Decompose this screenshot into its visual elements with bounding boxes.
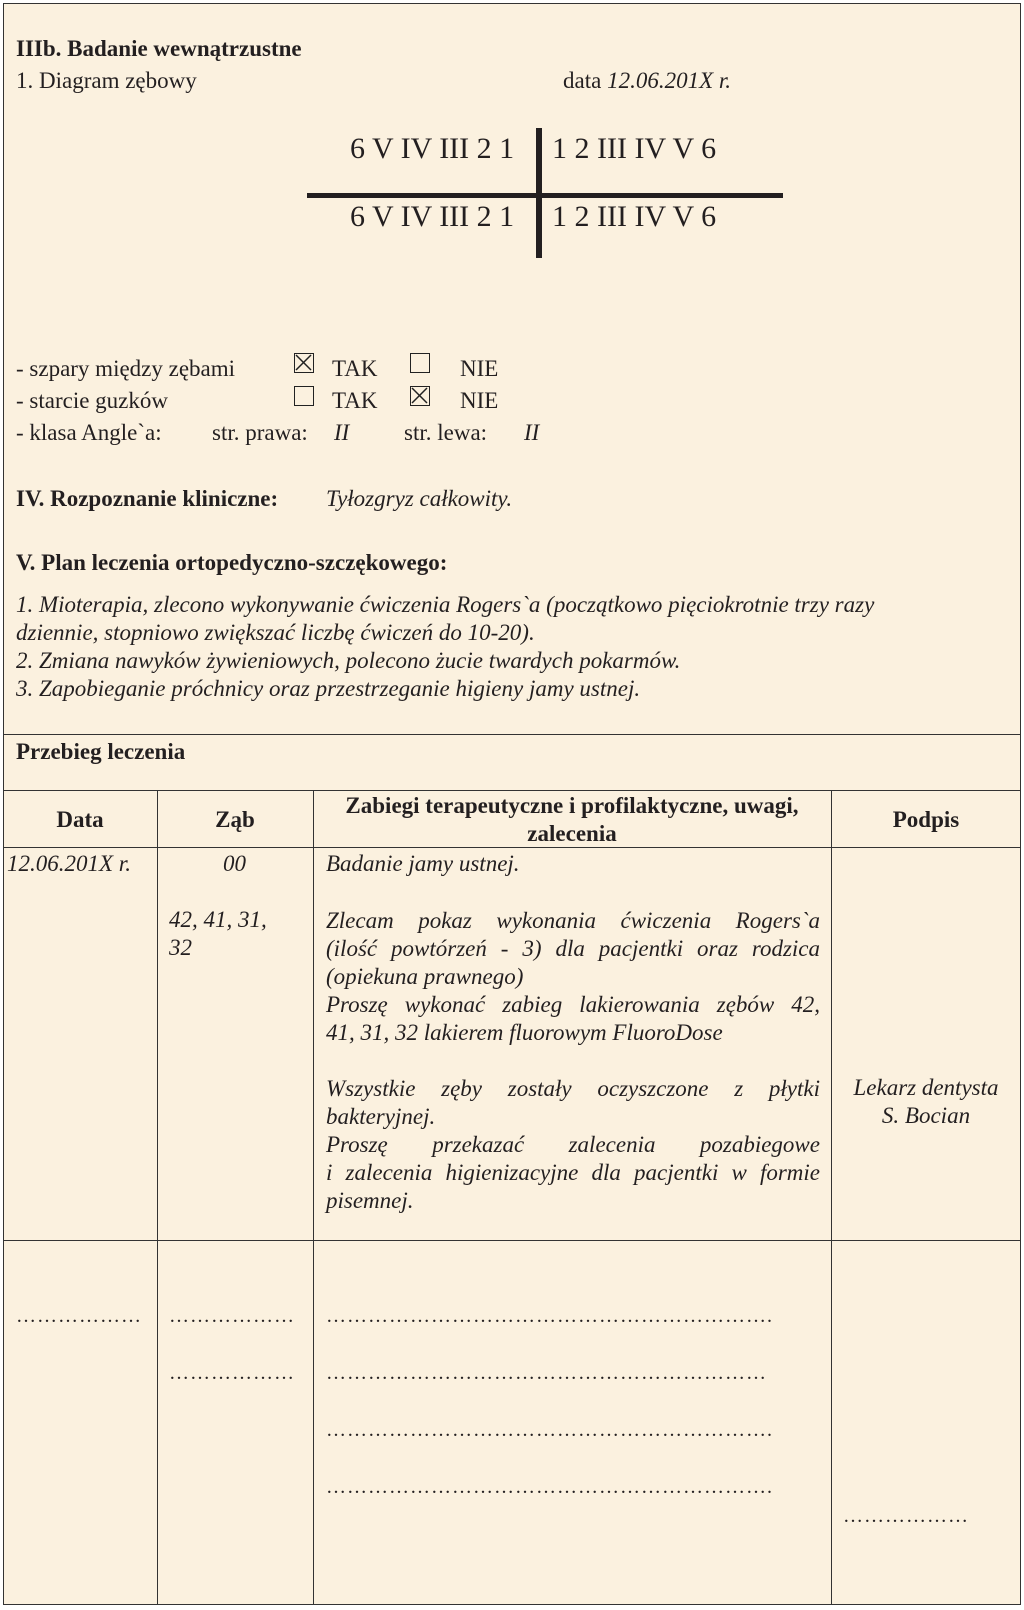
tooth-upper-left: 1 2 III IV V 6 [552,132,717,165]
procedure-3-line: bakteryjnej. [326,1104,436,1129]
plan-line-4: 3. Zapobieganie próchnicy oraz przestrzeganie higieny jamy ustnej. [16,676,641,701]
gaps-nie-label: NIE [460,356,499,381]
diagnosis-value: Tyłozgryz całkowity. [326,486,513,511]
row-tooth-2b: 32 [169,935,192,960]
angle-label: - klasa Angle`a: [16,420,162,445]
procedure-2-line: Proszę wykonać zabieg lakierowania zębów 42, [326,992,820,1017]
tooth-lower-right: 6 V IV III 2 1 [350,200,515,233]
procedure-2-line: (ilość powtórzeń - 3) dla pacjentki oraz rodzica [326,936,820,961]
col-header-procedures-2: zalecenia [527,821,617,846]
tooth-upper-right: 6 V IV III 2 1 [350,132,515,165]
course-title: Przebieg leczenia [16,739,186,764]
row-procedure-3 [326,1075,820,1215]
gaps-tak-checkbox[interactable] [294,353,314,373]
blank-date-field[interactable]: ……………… [16,1305,142,1327]
divider-course [3,734,1021,735]
section-title: IIIb. Badanie wewnątrzustne [16,36,302,61]
blank-procedure-field[interactable]: ………………………………………………………. [326,1305,773,1327]
plan-line-1: 1. Mioterapia, zlecono wykonywanie ćwiczenia Rogers`a (początkowo pięciokrotnie trzy razy [16,592,875,617]
wear-label: - starcie guzków [16,388,168,413]
wear-tak-checkbox[interactable] [294,386,314,406]
table-row-border [3,1240,1021,1241]
diagnosis-label: IV. Rozpoznanie kliniczne: [16,486,279,511]
procedure-3-line: Proszę przekazać zalecenia pozabiegowe [326,1132,820,1157]
right-side-label: str. prawa: [212,420,308,445]
procedure-2-line: Zlecam pokaz wykonania ćwiczenia Rogers`a [326,908,820,933]
col-header-date: Data [56,807,104,832]
diagram-label: 1. Diagram zębowy [16,68,197,93]
plan-line-3: 2. Zmiana nawyków żywieniowych, polecono żucie twardych pokarmów. [16,648,681,673]
tooth-lower-left: 1 2 III IV V 6 [552,200,717,233]
table-header-border [3,847,1021,848]
table-top-border [3,790,1021,791]
plan-line-2: dziennie, stopniowo zwiększać liczbę ćwiczeń do 10-20). [16,620,535,645]
diagram-horizontal-line [307,193,783,198]
table-col-divider-1 [157,790,158,1605]
gaps-nie-checkbox[interactable] [410,353,430,373]
wear-nie-checkbox[interactable] [410,386,430,406]
procedure-3-line: Wszystkie zęby zostały oczyszczone z płytki [326,1076,820,1101]
blank-tooth-field[interactable]: ……………… [169,1305,295,1327]
wear-nie-label: NIE [460,388,499,413]
procedure-2-line: (opiekuna prawnego) [326,964,524,989]
wear-tak-label: TAK [332,388,378,413]
col-header-signature: Podpis [892,807,960,832]
blank-procedure-field[interactable]: ……………………………………………………… [326,1362,767,1384]
row-procedure-2 [326,907,820,1047]
date-label: data 12.06.201X r. [563,68,732,93]
blank-tooth-field[interactable]: ……………… [169,1362,295,1384]
col-header-tooth: Ząb [215,807,255,832]
table-col-divider-3 [831,790,832,1605]
col-header-procedures-1: Zabiegi terapeutyczne i profilaktyczne, uwagi, [345,793,799,818]
gaps-label: - szpary między zębami [16,356,236,381]
gaps-tak-label: TAK [332,356,378,381]
diagram-vertical-line [536,128,542,258]
signature-name: S. Bocian [881,1103,971,1128]
row-tooth-2a: 42, 41, 31, [169,907,267,932]
blank-procedure-field[interactable]: ………………………………………………………. [326,1419,773,1441]
procedure-3-line: i zalecenia higienizacyjne dla pacjentki w formie [326,1160,820,1185]
row-date: 12.06.201X r. [7,851,131,876]
date-value: 12.06.201X r. [607,68,732,93]
row-procedure-1: Badanie jamy ustnej. [326,851,520,876]
procedure-3-line: pisemnej. [326,1188,414,1213]
left-side-value: II [524,420,540,445]
blank-procedure-field[interactable]: ………………………………………………………. [326,1476,773,1498]
procedure-2-line: 41, 31, 32 lakierem fluorowym FluoroDose [326,1020,723,1045]
plan-title: V. Plan leczenia ortopedyczno-szczękowego: [16,550,448,575]
left-side-label: str. lewa: [404,420,488,445]
right-side-value: II [334,420,350,445]
row-tooth-1: 00 [223,851,246,876]
signature-title: Lekarz dentysta [853,1075,999,1100]
table-col-divider-2 [313,790,314,1605]
blank-signature-field[interactable]: ……………… [843,1505,969,1527]
